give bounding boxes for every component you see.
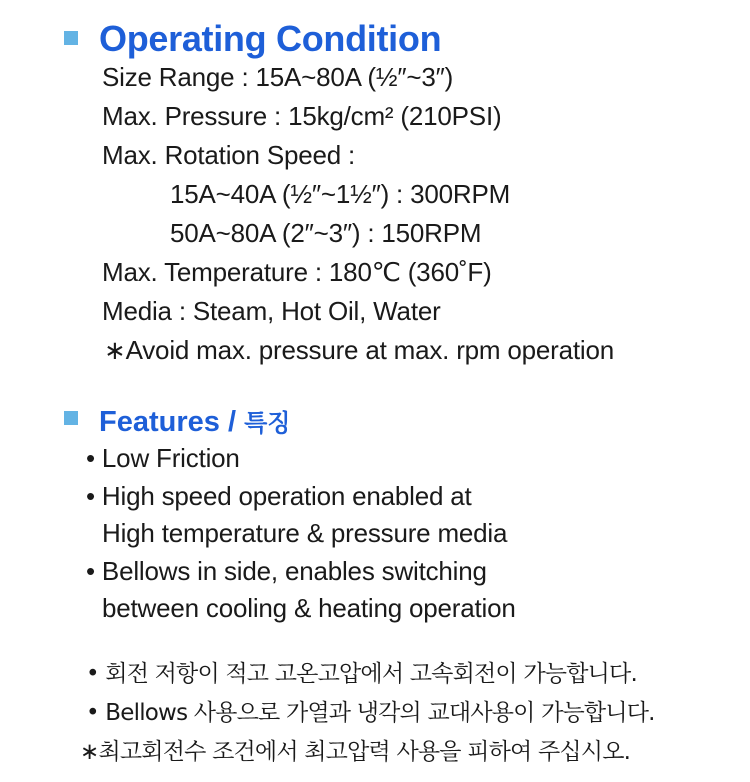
features-title-slash: / xyxy=(227,406,237,438)
features-heading xyxy=(99,403,290,439)
feature-korean-1: • 회전 저항이 적고 고온고압에서 고속회전이 가능합니다. xyxy=(86,661,637,687)
feature-korean-2: • Bellows 사용으로 가열과 냉각의 교대사용이 가능합니다. xyxy=(86,700,655,726)
operating-note: ∗Avoid max. pressure at max. rpm operation xyxy=(104,335,615,365)
media-line: Media : Steam, Hot Oil, Water xyxy=(102,296,441,326)
section-marker-features xyxy=(64,411,78,425)
feature-item-bellows: • Bellows in side, enables switching xyxy=(86,556,487,586)
features-title-korean: 특징 xyxy=(244,409,291,437)
feature-item-bellows-cont: between cooling & heating operation xyxy=(102,593,516,623)
feature-item-high-speed-cont: High temperature & pressure media xyxy=(102,518,508,548)
max-pressure-line: Max. Pressure : 15kg/cm² (210PSI) xyxy=(102,101,502,131)
max-rotation-line: Max. Rotation Speed : xyxy=(102,140,356,170)
section-marker-operating xyxy=(64,31,78,45)
size-range-line: Size Range : 15A~80A (½″~3″) xyxy=(102,62,454,92)
rotation-range-1: 15A~40A (½″~1½″) : 300RPM xyxy=(170,179,511,209)
feature-item-high-speed: • High speed operation enabled at xyxy=(86,481,472,511)
feature-korean-note: ∗최고회전수 조건에서 최고압력 사용을 피하여 주십시오. xyxy=(80,739,631,765)
features-title: Features xyxy=(99,406,220,438)
feature-item-low-friction: • Low Friction xyxy=(86,443,240,473)
max-temperature-line: Max. Temperature : 180℃ (360˚F) xyxy=(102,257,492,287)
operating-condition-heading: Operating Condition xyxy=(99,18,442,59)
rotation-range-2: 50A~80A (2″~3″) : 150RPM xyxy=(170,218,482,248)
